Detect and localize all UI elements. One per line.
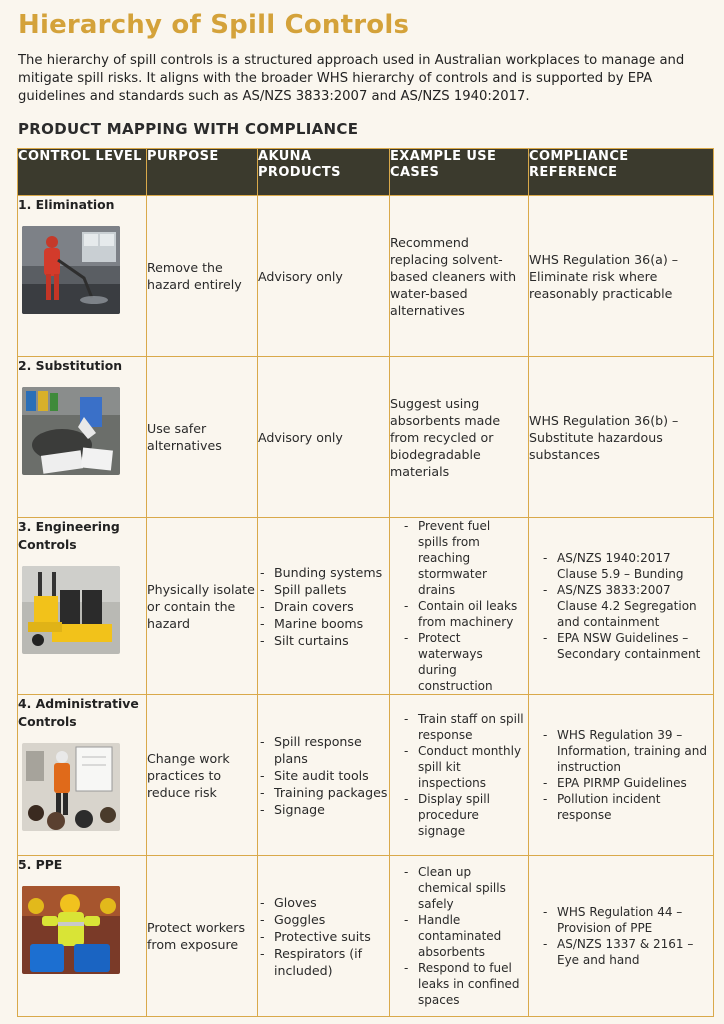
examples-list: [402, 864, 524, 1008]
control-level-label: 1. Elimination: [18, 197, 115, 212]
control-level-cell: [18, 357, 147, 518]
products-list: [258, 894, 389, 979]
examples-cell: [390, 856, 529, 1017]
examples-list: [402, 711, 524, 839]
control-level-cell: [18, 518, 147, 695]
page-title: Hierarchy of Spill Controls: [18, 10, 410, 40]
list-item: - Train staff on spill response: [402, 711, 524, 743]
list-item: - Display spill procedure signage: [402, 791, 524, 839]
list-item: - EPA NSW Guidelines – Secondary containment: [541, 630, 709, 662]
compliance-list: [541, 727, 709, 823]
examples-cell: Suggest using absorbents made from recycled or biodegradable materials: [390, 357, 529, 518]
compliance-cell: WHS Regulation 36(b) – Substitute hazardous substances: [529, 357, 714, 518]
list-item: - Drain covers: [258, 598, 389, 615]
list-item: - AS/NZS 1940:2017 Clause 5.9 – Bunding: [541, 550, 709, 582]
compliance-cell: [529, 518, 714, 695]
ppe-photo: [22, 886, 120, 974]
list-item: - Pollution incident response: [541, 791, 709, 823]
list-item: - Protect waterways during construction: [402, 630, 524, 694]
products-cell: [258, 518, 390, 695]
list-item: - Gloves: [258, 894, 389, 911]
header-examples: EXAMPLE USE CASES: [390, 149, 529, 196]
table-row: [18, 695, 714, 856]
list-item: - Protective suits: [258, 928, 389, 945]
list-item: - Contain oil leaks from machinery: [402, 598, 524, 630]
examples-list: [402, 518, 524, 694]
examples-cell: [390, 518, 529, 695]
compliance-cell: WHS Regulation 36(a) – Eliminate risk where reasonably practicable: [529, 196, 714, 357]
purpose-cell: Use safer alternatives: [147, 357, 258, 518]
header-products: AKUNA PRODUCTS: [258, 149, 390, 196]
products-list: [258, 733, 389, 818]
control-level-label: 2. Substitution: [18, 358, 123, 373]
compliance-list: [541, 904, 709, 968]
list-item: - Respirators (if included): [258, 945, 389, 979]
list-item: - Site audit tools: [258, 767, 389, 784]
products-cell: [258, 856, 390, 1017]
list-item: - WHS Regulation 39 – Information, training and instruction: [541, 727, 709, 775]
section-heading: PRODUCT MAPPING WITH COMPLIANCE: [18, 120, 359, 138]
list-item: - Training packages: [258, 784, 389, 801]
administrative-controls-photo: [22, 743, 120, 831]
list-item: - Signage: [258, 801, 389, 818]
compliance-table: [17, 148, 714, 1017]
control-level-cell: [18, 196, 147, 357]
substitution-photo: [22, 387, 120, 475]
header-control-level: CONTROL LEVEL: [18, 149, 147, 196]
purpose-cell: Remove the hazard entirely: [147, 196, 258, 357]
table-row: [18, 518, 714, 695]
examples-cell: Recommend replacing solvent-based cleaners with water-based alternatives: [390, 196, 529, 357]
control-level-label: 5. PPE: [18, 857, 63, 872]
table-row: [18, 856, 714, 1017]
list-item: - Spill pallets: [258, 581, 389, 598]
header-purpose: PURPOSE: [147, 149, 258, 196]
control-level-cell: [18, 856, 147, 1017]
table-row: [18, 196, 714, 357]
compliance-cell: [529, 695, 714, 856]
list-item: - Silt curtains: [258, 632, 389, 649]
list-item: - WHS Regulation 44 – Provision of PPE: [541, 904, 709, 936]
list-item: - AS/NZS 1337 & 2161 – Eye and hand: [541, 936, 709, 968]
table-row: [18, 357, 714, 518]
control-level-cell: [18, 695, 147, 856]
list-item: - Clean up chemical spills safely: [402, 864, 524, 912]
list-item: - Conduct monthly spill kit inspections: [402, 743, 524, 791]
list-item: - Marine booms: [258, 615, 389, 632]
control-level-label: 4. Administrative Controls: [18, 696, 139, 729]
list-item: - Prevent fuel spills from reaching stormwater drains: [402, 518, 524, 598]
compliance-cell: [529, 856, 714, 1017]
purpose-cell: Protect workers from exposure: [147, 856, 258, 1017]
engineering-controls-photo: [22, 566, 120, 654]
products-cell: Advisory only: [258, 196, 390, 357]
table-header-row: [18, 149, 714, 196]
purpose-cell: Change work practices to reduce risk: [147, 695, 258, 856]
list-item: - Handle contaminated absorbents: [402, 912, 524, 960]
purpose-cell: Physically isolate or contain the hazard: [147, 518, 258, 695]
list-item: - Spill response plans: [258, 733, 389, 767]
list-item: - Respond to fuel leaks in confined spaces: [402, 960, 524, 1008]
elimination-photo: [22, 226, 120, 314]
list-item: - AS/NZS 3833:2007 Clause 4.2 Segregation and containment: [541, 582, 709, 630]
list-item: - EPA PIRMP Guidelines: [541, 775, 709, 791]
products-cell: Advisory only: [258, 357, 390, 518]
control-level-label: 3. Engineering Controls: [18, 519, 120, 552]
examples-cell: [390, 695, 529, 856]
header-compliance: COMPLIANCE REFERENCE: [529, 149, 714, 196]
products-cell: [258, 695, 390, 856]
list-item: - Goggles: [258, 911, 389, 928]
products-list: [258, 564, 389, 649]
compliance-list: [541, 550, 709, 662]
list-item: - Bunding systems: [258, 564, 389, 581]
intro-paragraph: The hierarchy of spill controls is a structured approach used in Australian workplaces to manage and mitigate spill risks. It aligns with the broader WHS hierarchy of controls and is supported by EPA guidelines and standards such as AS/NZS 3833:2007 and AS/NZS 1940:2017.: [18, 53, 685, 104]
